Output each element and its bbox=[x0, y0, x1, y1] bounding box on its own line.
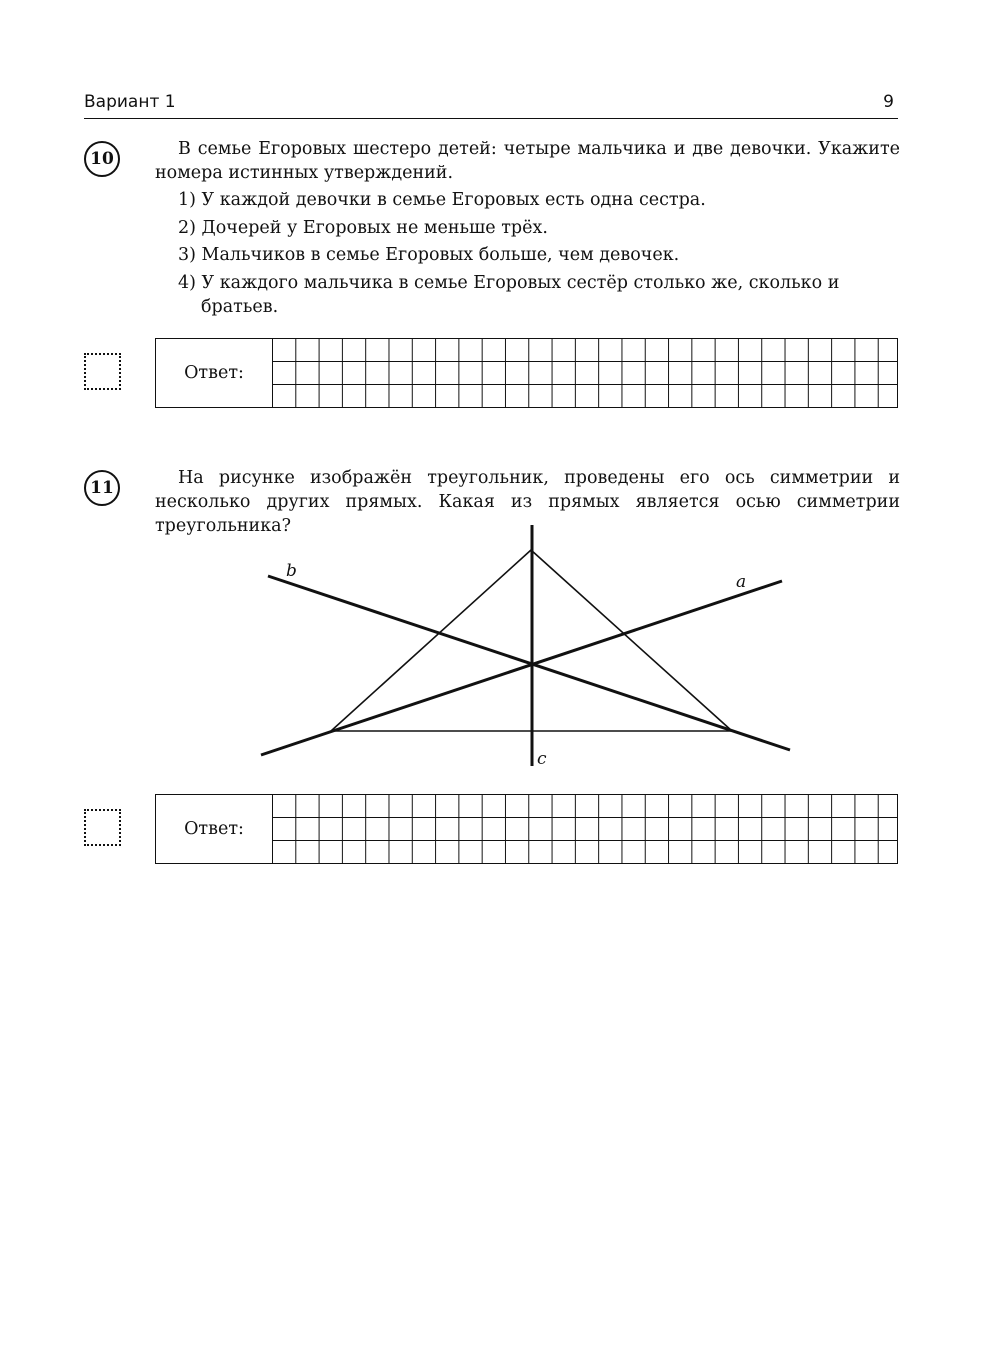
question-11-check-box[interactable] bbox=[84, 809, 121, 846]
answer-label: Ответ: bbox=[156, 339, 273, 407]
question-11-answer-box[interactable] bbox=[155, 794, 898, 864]
question-10-check-box[interactable] bbox=[84, 353, 121, 390]
page-number: 9 bbox=[883, 92, 894, 112]
question-10-text: В семье Егоровых шестеро детей: четыре мальчика и две девочки. Укажите номера истинных утверждений. bbox=[155, 139, 900, 183]
label-b: b bbox=[286, 561, 297, 581]
option-2: 2) Дочерей у Егоровых не меньше трёх. bbox=[178, 217, 548, 238]
option-3: 3) Мальчиков в семье Егоровых больше, чем девочек. bbox=[178, 245, 680, 265]
question-10-number: 10 bbox=[84, 141, 120, 177]
page-header bbox=[84, 92, 898, 119]
answer-grid[interactable] bbox=[273, 339, 897, 407]
question-10-answer-box[interactable] bbox=[155, 338, 898, 408]
variant-label: Вариант 1 bbox=[84, 92, 176, 112]
option-4: 4) У каждого мальчика в семье Егоровых сестёр столько же, сколько и братьев. bbox=[178, 272, 840, 317]
question-11-text: На рисунке изображён треугольник, проведены его ось симметрии и несколько других прямых. Какая из прямых является осью симметрии треугольника? bbox=[155, 468, 900, 536]
line-a bbox=[261, 581, 782, 755]
label-a: a bbox=[736, 572, 747, 592]
answer-grid[interactable] bbox=[273, 795, 897, 863]
answer-label: Ответ: bbox=[156, 795, 273, 863]
label-c: c bbox=[537, 749, 547, 769]
triangle-figure bbox=[255, 520, 795, 770]
question-11-number: 11 bbox=[84, 470, 120, 506]
option-1: 1) У каждой девочки в семье Егоровых есть одна сестра. bbox=[178, 190, 706, 210]
line-b bbox=[268, 576, 790, 750]
question-10-options bbox=[178, 188, 898, 322]
